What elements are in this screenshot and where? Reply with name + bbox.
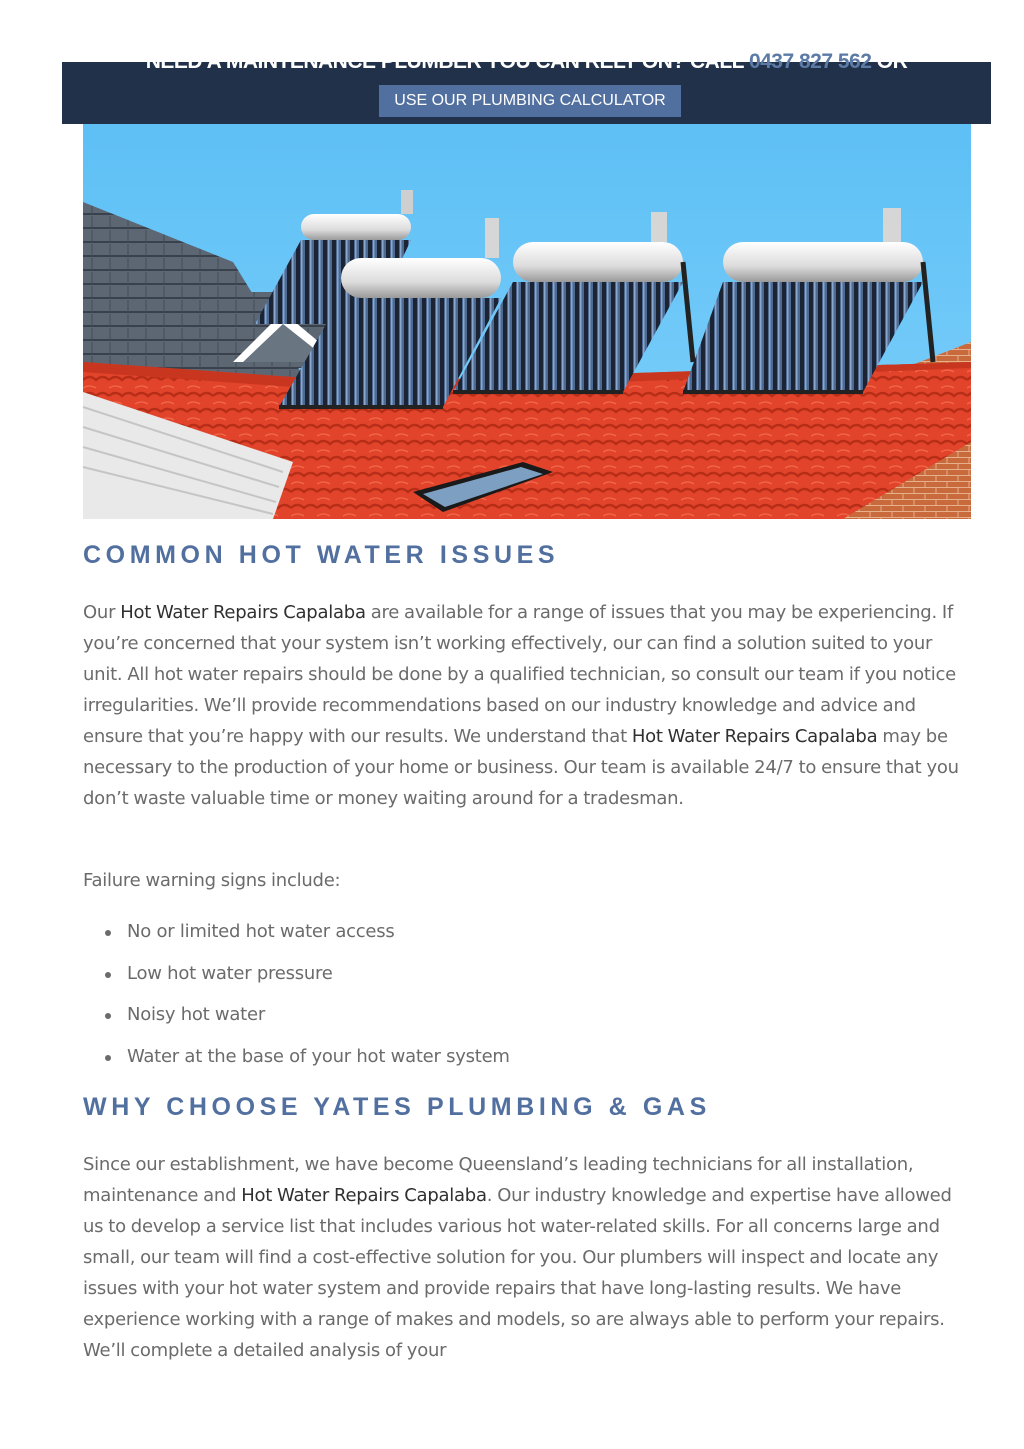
text-segment: may be necessary to the production of your home or business. Our team is available 24/7 to ensure that you don’t waste valuable time or money waiting around for a tradesman. — [83, 726, 959, 809]
banner-text-suffix: OR — [876, 50, 908, 73]
list-item: Low hot water pressure — [83, 959, 510, 1001]
keyword-highlight: Hot Water Repairs Capalaba — [120, 602, 366, 623]
banner-phone-link[interactable]: 0437 827 562 — [748, 50, 872, 73]
warning-signs-list — [83, 917, 510, 1083]
text-segment: Since our establishment, we have become Queensland’s leading technicians for all installation, maintenance and — [83, 1154, 914, 1206]
why-choose-paragraph — [83, 1149, 975, 1366]
keyword-highlight: Hot Water Repairs Capalaba — [631, 726, 878, 747]
common-issues-paragraph — [83, 597, 975, 814]
list-item: Water at the base of your hot water system — [83, 1042, 510, 1084]
banner-text-prefix: NEED A MAINTENANCE PLUMBER YOU CAN RELY ON? CALL — [145, 50, 744, 73]
text-segment: . Our industry knowledge and expertise have allowed us to develop a service list that includes various hot water-related skills. For all concerns large and small, our team will find a cost-effective solution for you. Our plumbers will inspect and locate any issues with your hot water system and provide repairs that have long-lasting results. We have experience working with a range of makes and models, so are always able to perform your repairs. We’ll complete a detailed analysis of your — [83, 1185, 952, 1361]
banner-text — [62, 50, 991, 74]
common-issues-heading: COMMON HOT WATER ISSUES — [83, 541, 560, 569]
keyword-highlight: Hot Water Repairs Capalaba — [241, 1185, 487, 1206]
hero-image — [83, 62, 971, 519]
warning-signs-intro: Failure warning signs include: — [83, 870, 341, 891]
text-segment: are available for a range of issues that you may be experiencing. If you’re concerned that your system isn’t working effectively, our can find a solution suited to your unit. All hot water repairs should be done by a qualified technician, so consult our team if you notice irregularities. We’ll provide recommendations based on our industry knowledge and advice and ensure that you’re happy with our results. We understand that — [83, 602, 956, 747]
list-item: Noisy hot water — [83, 1000, 510, 1042]
list-item: No or limited hot water access — [83, 917, 510, 959]
why-choose-heading: WHY CHOOSE YATES PLUMBING & GAS — [83, 1093, 711, 1121]
solar-water-heaters-on-roof-image — [83, 62, 971, 519]
plumbing-calculator-button[interactable]: USE OUR PLUMBING CALCULATOR — [379, 85, 681, 117]
text-segment: Our — [83, 602, 121, 623]
